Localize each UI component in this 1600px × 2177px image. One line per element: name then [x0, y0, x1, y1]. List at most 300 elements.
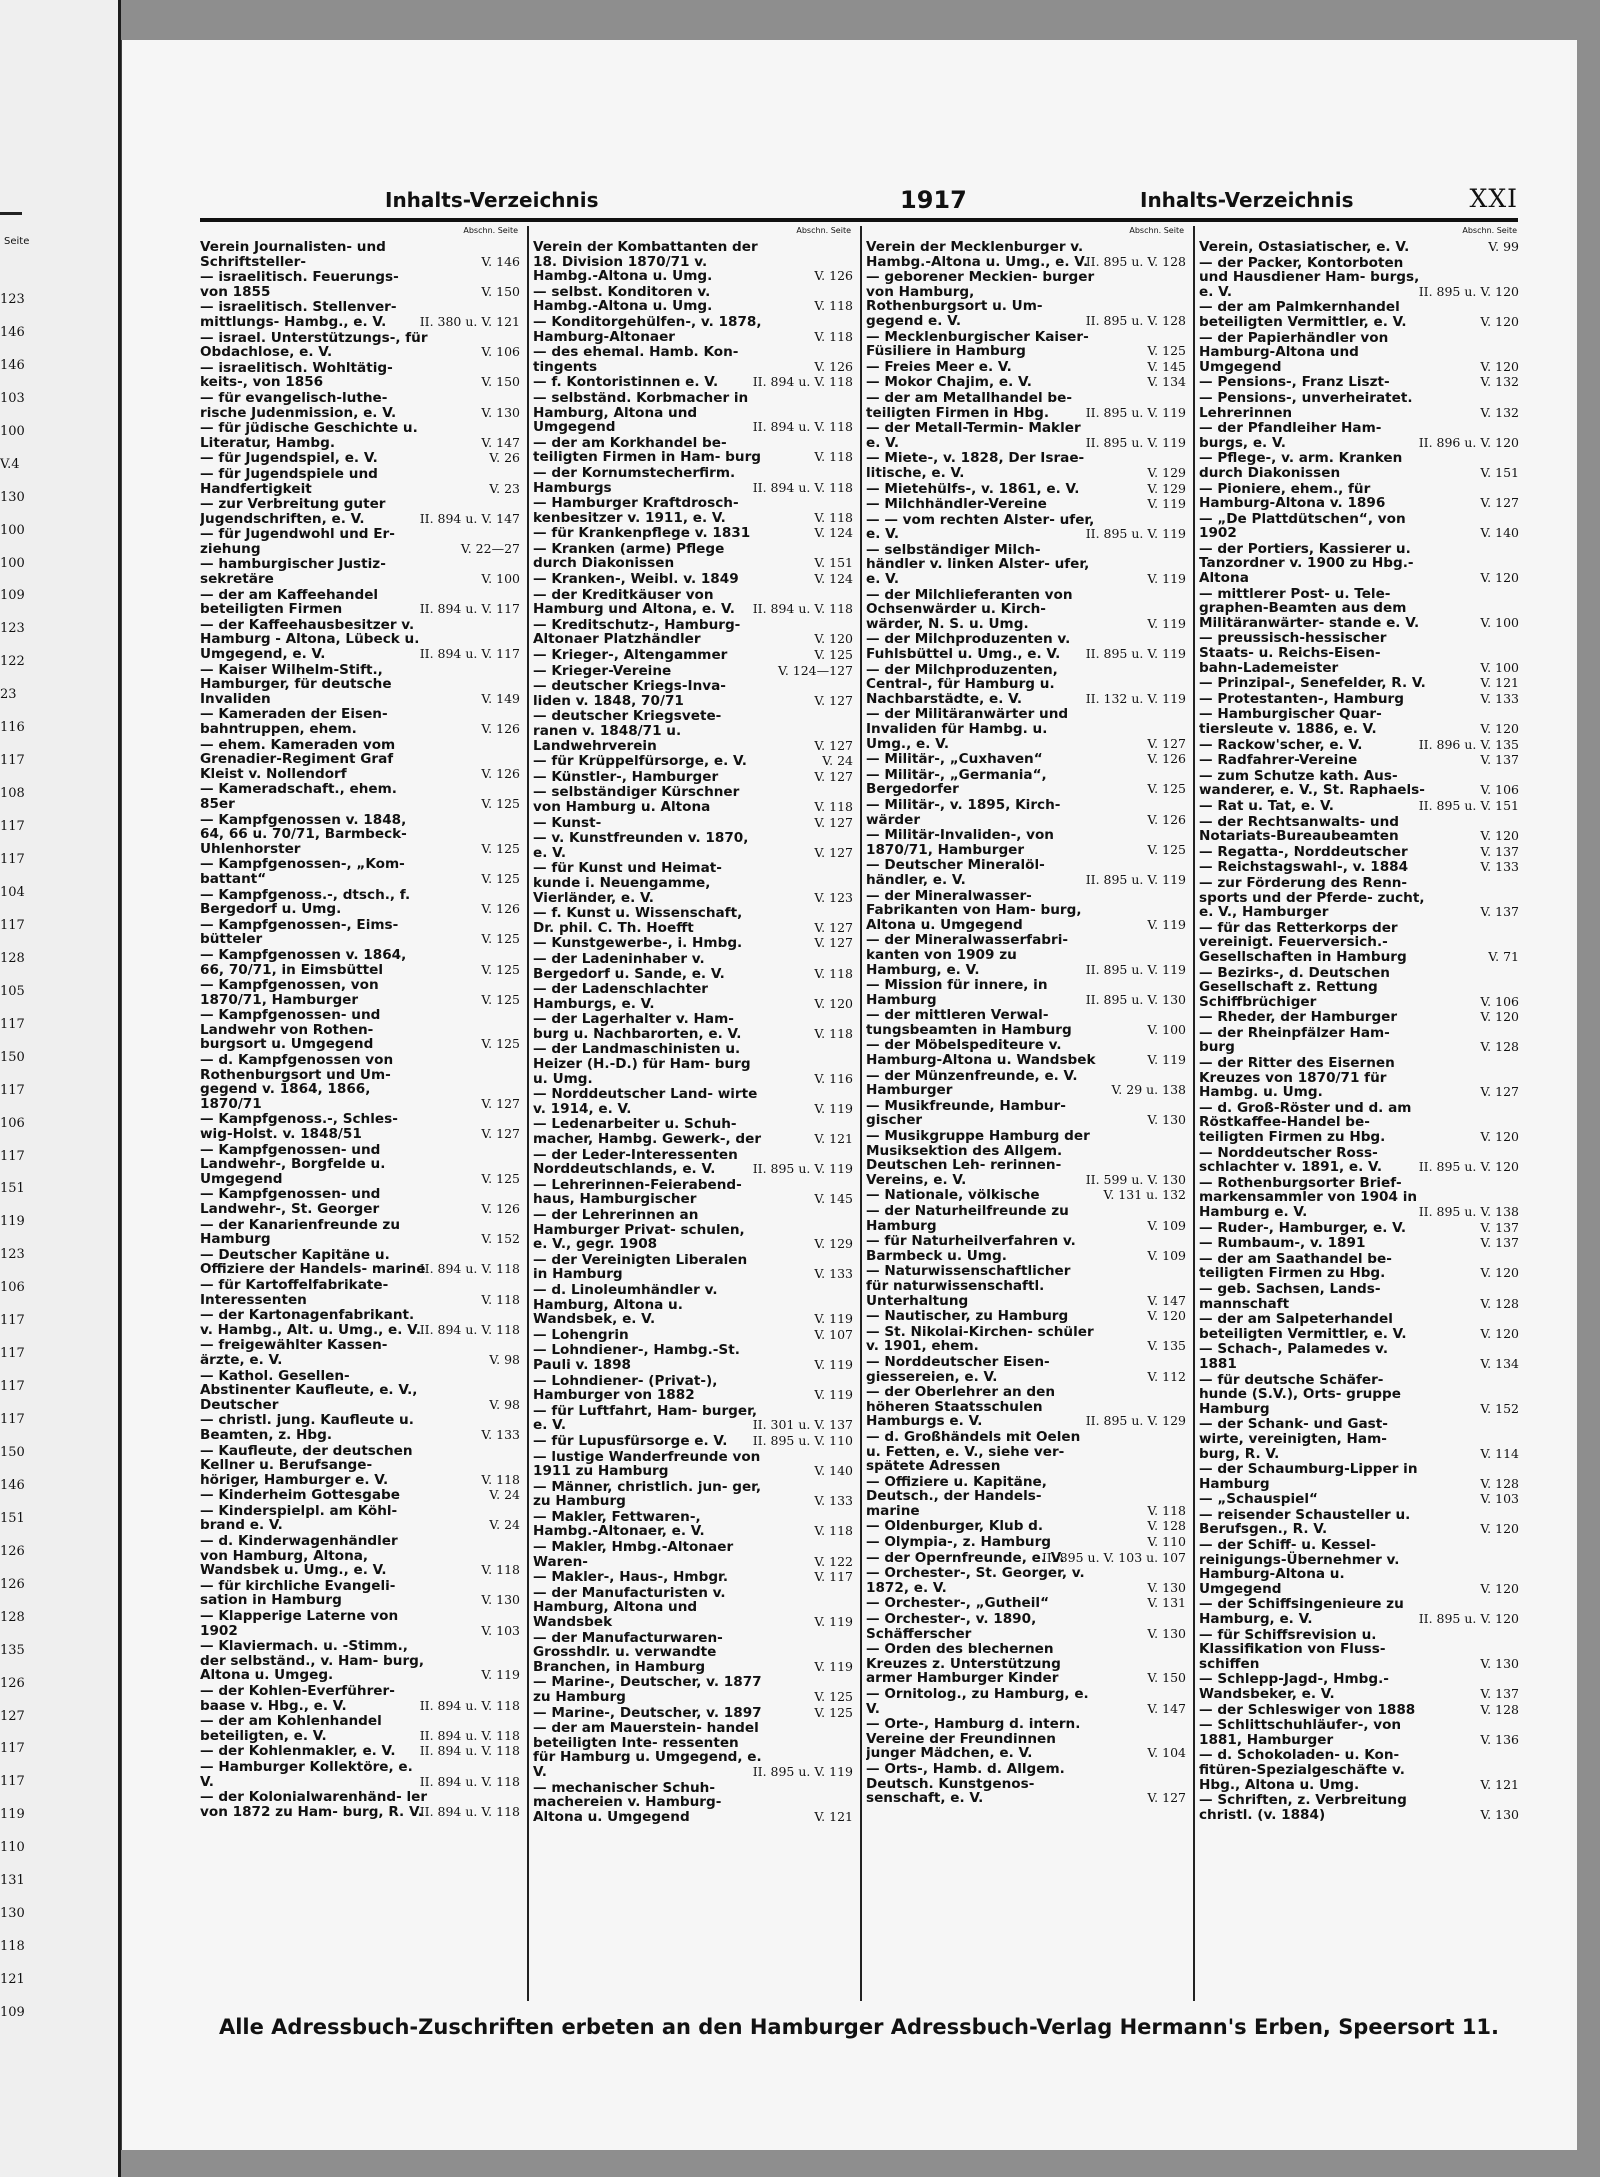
index-entry	[866, 391, 1188, 420]
index-entry	[866, 482, 1188, 497]
entry-page-ref: V. 123	[814, 889, 853, 905]
index-entry	[533, 1374, 855, 1403]
entry-name: Verein Journalisten- und Schriftsteller-	[200, 239, 386, 270]
entry-page-ref: V. 99	[1488, 239, 1519, 254]
entry-name: — israel. Unterstützungs-, für Obdachlose, e. V.	[200, 329, 428, 361]
entry-page-ref: II. 894 u. V. 118	[419, 1727, 520, 1743]
entry-name: — der Kreditkäuser von Hamburg und Altona, e. V.	[533, 586, 735, 618]
previous-page-number: 117	[0, 1774, 25, 1790]
index-entry	[200, 331, 522, 360]
header-left-title: Inhalts-Verzeichnis	[385, 188, 599, 212]
index-entry	[533, 936, 855, 951]
index-entry	[533, 770, 855, 785]
entry-name: — für kirchliche Evangeli- sation in Hamburg	[200, 1577, 396, 1609]
index-entry	[200, 1639, 522, 1683]
entry-name: — Schlittschuhläufer-, von 1881, Hamburger	[1199, 1717, 1402, 1748]
entry-name: — der Kartonagenfabrikant. v. Hambg., Alt. u. Umg., e. V.	[200, 1307, 422, 1338]
index-entry	[200, 1053, 522, 1111]
entry-page-ref: V. 128	[1480, 1475, 1519, 1491]
index-entry	[1199, 860, 1521, 875]
entry-page-ref: V. 126	[481, 721, 520, 736]
entry-page-ref: II. 895 u. V. 119	[1085, 404, 1186, 420]
previous-page-number: 119	[0, 1807, 25, 1823]
entry-name: — St. Nikolai-Kirchen- schüler v. 1901, ehem.	[866, 1323, 1094, 1355]
index-entry	[200, 707, 522, 736]
entry-page-ref: V. 124	[814, 525, 853, 541]
entry-page-ref: V. 130	[481, 1592, 520, 1608]
entry-page-ref: II. 895 u. V. 128	[1085, 253, 1186, 269]
entry-page-ref: V. 23	[489, 480, 520, 496]
entry-name: — der am Metallhandel be- teiligten Firmen in Hbg.	[866, 389, 1072, 421]
previous-page-number: 109	[0, 588, 25, 604]
entry-page-ref: V. 120	[1480, 313, 1519, 329]
index-entry	[533, 542, 855, 571]
entry-page-ref: V. 118	[814, 509, 853, 525]
index-entry	[1199, 921, 1521, 965]
entry-page-ref: V. 134	[1480, 1355, 1519, 1371]
entry-page-ref: V. 125	[481, 991, 520, 1007]
index-entry	[1199, 1672, 1521, 1701]
entry-name: — zur Verbreitung guter Jugendschriften, e. V.	[200, 496, 386, 527]
index-entry	[1199, 482, 1521, 511]
entry-name: — der Lehrerinnen an Hamburger Privat- schulen, e. V., gegr. 1908	[533, 1207, 745, 1253]
entry-name: — Radfahrer-Vereine	[1199, 752, 1358, 769]
index-entry	[866, 421, 1188, 450]
entry-name: — der am Kohlenhandel beteiligten, e. V.	[200, 1713, 382, 1744]
previous-page-number: 106	[0, 1115, 25, 1131]
entry-name: — der Opernfreunde, e. V.	[866, 1549, 1065, 1566]
previous-page-number: 117	[0, 1313, 25, 1329]
entry-page-ref: V. 140	[814, 1463, 853, 1479]
entry-page-ref: V. 125	[481, 795, 520, 811]
index-entry	[866, 1355, 1188, 1384]
entry-name: — israelitisch. Wohltätig- keits-, von 1856	[200, 359, 393, 391]
index-entry	[866, 1069, 1188, 1098]
entry-page-ref: V. 118	[481, 1471, 520, 1487]
index-entry	[1199, 1236, 1521, 1251]
entry-page-ref: V. 118	[481, 1562, 520, 1578]
entry-name: — Kranken (arme) Pflege durch Diakonissen	[533, 540, 725, 572]
entry-page-ref: II. 895 u. V. 130	[1085, 991, 1186, 1007]
index-entry	[866, 828, 1188, 857]
index-entry	[866, 798, 1188, 827]
index-entry	[1199, 1373, 1521, 1417]
entry-name: — Musikfreunde, Hambur- gischer	[866, 1097, 1066, 1129]
entry-page-ref: II. 894 u. V. 118	[419, 1743, 520, 1759]
entry-page-ref: V. 121	[814, 1808, 853, 1824]
entry-page-ref: V. 114	[1480, 1445, 1519, 1461]
index-entry	[866, 858, 1188, 887]
entry-page-ref: V. 109	[1147, 1217, 1186, 1233]
column-divider	[860, 226, 862, 2001]
entry-name: — für jüdische Geschichte u. Literatur, Hambg.	[200, 420, 418, 451]
index-entry	[200, 421, 522, 450]
entry-name: — Kampfgenossen v. 1848, 64, 66 u. 70/71, Barmbeck-Uhlenhorster	[200, 811, 407, 857]
entry-name: — selbständiger Milch- händler v. linken Alster- ufer, e. V.	[866, 541, 1090, 588]
entry-page-ref: II. 894 u. V. 118	[419, 1321, 520, 1337]
entry-name: — Kampfgenoss.-, Schles- wig-Holst. v. 1848/51	[200, 1111, 398, 1143]
entry-name: — Militär-, v. 1895, Kirch- wärder	[866, 796, 1061, 828]
entry-page-ref: V. 122	[814, 1553, 853, 1569]
previous-page-number: 119	[0, 1214, 25, 1230]
index-entry	[866, 1309, 1188, 1324]
entry-name: — — vom rechten Alster- ufer, e. V.	[866, 511, 1095, 543]
entry-page-ref: V. 147	[1147, 1700, 1186, 1716]
entry-page-ref: V. 145	[1147, 358, 1186, 374]
previous-page-rule	[0, 212, 22, 215]
index-entry	[533, 466, 855, 495]
index-entry	[533, 1434, 855, 1449]
entry-name: — Lehrerinnen-Feierabend- haus, Hamburgischer	[533, 1176, 742, 1208]
entry-page-ref: V. 137	[1480, 752, 1519, 768]
entry-name: — Hamburger Kraftdrosch- kenbesitzer v. 1911, e. V.	[533, 495, 739, 526]
entry-name: Verein, Ostasiatischer, e. V.	[1199, 239, 1410, 255]
index-entry	[1199, 1010, 1521, 1025]
column-entries	[866, 240, 1188, 1807]
previous-page-number: 135	[0, 1642, 25, 1658]
previous-page-number: 110	[0, 1840, 25, 1856]
entry-name: — v. Kunstfreunden v. 1870, e. V.	[533, 830, 749, 861]
entry-name: — für Jugendwohl und Er- ziehung	[200, 526, 395, 557]
entry-name: — der Naturheilfreunde zu Hamburg	[866, 1203, 1069, 1234]
index-entry	[1199, 542, 1521, 586]
index-entry	[200, 451, 522, 466]
index-entry	[1199, 1221, 1521, 1236]
previous-page-number: 126	[0, 1576, 25, 1592]
entry-page-ref: V. 120	[1480, 1009, 1519, 1025]
entry-name: — für Krankenpflege v. 1831	[533, 525, 751, 542]
previous-page-number: 126	[0, 1675, 25, 1691]
entry-page-ref: II. 895 u. V. 129	[1085, 1413, 1186, 1429]
entry-name: — der Schleswiger von 1888	[1199, 1701, 1416, 1718]
entry-name: — Schriften, z. Verbreitung christl. (v. 1884)	[1199, 1792, 1407, 1823]
entry-page-ref: II. 895 u. V. 120	[1418, 1159, 1519, 1175]
index-entry	[866, 1008, 1188, 1037]
entry-name: — für Lupusfürsorge e. V.	[533, 1432, 728, 1449]
index-entry	[866, 752, 1188, 767]
entry-name: — Mission für innere, in Hamburg	[866, 977, 1048, 1008]
entry-name: — der Schaumburg-Lipper in Hamburg	[1199, 1461, 1418, 1492]
entry-page-ref: V. 125	[481, 1170, 520, 1186]
index-entry	[533, 1012, 855, 1041]
entry-name: — d. Linoleumhändler v. Hamburg, Altona u. Wandsbek, e. V.	[533, 1281, 718, 1328]
index-entry	[533, 861, 855, 905]
entry-name: — der Portiers, Kassierer u. Tanzordner v. 1900 zu Hbg.-Altona	[1199, 540, 1414, 587]
index-entry	[1199, 1056, 1521, 1100]
index-entry	[866, 513, 1188, 542]
entry-page-ref: V. 125	[814, 1689, 853, 1704]
entry-page-ref: V. 24	[489, 1487, 520, 1503]
entry-name: — freigewählter Kassen- ärzte, e. V.	[200, 1337, 388, 1368]
entry-name: — der Möbelspediteure v. Hamburg-Altona u. Wandsbek	[866, 1037, 1096, 1069]
entry-page-ref: V. 98	[489, 1396, 520, 1412]
entry-name: — Orchester-, v. 1890, Schäfferscher	[866, 1611, 1037, 1642]
entry-page-ref: V. 24	[822, 753, 853, 769]
entry-name: — Kunstgewerbe-, i. Hmbg.	[533, 935, 743, 952]
entry-name: — Reichstagswahl-, v. 1884	[1199, 859, 1409, 876]
index-entry	[1199, 769, 1521, 798]
entry-name: — deutscher Kriegsvete- ranen v. 1848/71 u. Landwehrverein	[533, 708, 722, 754]
entry-name: — Orchester-, St. Georger, v. 1872, e. V.	[866, 1565, 1085, 1596]
entry-page-ref: V. 140	[1480, 525, 1519, 541]
index-entry	[1199, 1417, 1521, 1461]
entry-name: — Mokor Chajim, e. V.	[866, 374, 1032, 391]
entry-page-ref: V. 118	[814, 798, 853, 814]
entry-page-ref: V. 117	[814, 1569, 853, 1585]
previous-page-number: 100	[0, 423, 25, 439]
entry-name: — preussisch-hessischer Staats- u. Reichs-Eisen- bahn-Lademeister	[1199, 630, 1387, 676]
entry-page-ref: V. 119	[1147, 615, 1186, 631]
entry-page-ref: II. 894 u. V. 118	[752, 479, 853, 495]
entry-name: — für das Retterkorps der vereinigt. Feuerversich.- Gesellschaften in Hamburg	[1199, 919, 1407, 965]
entry-page-ref: V. 119	[814, 1356, 853, 1372]
index-entry	[533, 1283, 855, 1327]
entry-page-ref: V. 125	[1147, 343, 1186, 359]
previous-page-number: 106	[0, 1280, 25, 1296]
index-entry	[533, 816, 855, 831]
previous-page-number: 126	[0, 1543, 25, 1559]
entry-name: — Kreditschutz-, Hamburg- Altonaer Platzhändler	[533, 616, 741, 648]
index-entry	[866, 1762, 1188, 1806]
entry-page-ref: V. 119	[814, 1658, 853, 1674]
entry-page-ref: V. 150	[481, 283, 520, 299]
index-entry	[533, 648, 855, 663]
previous-page-number: 130	[0, 489, 25, 505]
index-entry	[200, 1504, 522, 1533]
index-entry	[200, 361, 522, 390]
column-entries	[533, 240, 855, 1825]
entry-name: — der am Salpeterhandel beteiligten Vermittler, e. V.	[1199, 1311, 1407, 1342]
entry-name: — der Metall-Termin- Makler e. V.	[866, 420, 1081, 451]
index-entry	[200, 1369, 522, 1413]
index-entry	[533, 1631, 855, 1675]
entry-page-ref: V. 130	[1147, 1112, 1186, 1128]
entry-page-ref: V. 127	[814, 935, 853, 951]
running-head	[200, 182, 1518, 216]
index-entry	[533, 285, 855, 314]
entry-page-ref: V. 103	[481, 1622, 520, 1638]
entry-name: — Rat u. Tat, e. V.	[1199, 797, 1334, 814]
entry-name: — selbständiger Kürschner von Hamburg u. Altona	[533, 784, 740, 815]
entry-page-ref: V. 118	[481, 1291, 520, 1307]
entry-page-ref: V. 133	[814, 1493, 853, 1509]
entry-name: — der Landmaschinisten u. Heizer (H.-D.) für Ham- burg u. Umg.	[533, 1041, 751, 1087]
entry-name: — der am Saathandel be- teiligten Firmen zu Hbg.	[1199, 1250, 1392, 1282]
entry-page-ref: V. 119	[481, 1667, 520, 1683]
entry-page-ref: V. 106	[1480, 993, 1519, 1009]
entry-name: — der Schank- und Gast- wirte, vereinigten, Ham- burg, R. V.	[1199, 1416, 1388, 1462]
entry-name: — für deutsche Schäfer- hunde (S.V.), Orts- gruppe Hamburg	[1199, 1371, 1401, 1417]
entry-name: — Kranken-, Weibl. v. 1849	[533, 571, 739, 588]
index-entry	[200, 1609, 522, 1638]
entry-name: — des ehemal. Hamb. Kon- tingents	[533, 344, 739, 375]
entry-page-ref: II. 894 u. V. 118	[419, 1697, 520, 1713]
entry-name: — d. Großhändels mit Oelen u. Fetten, e. V., siehe ver- spätete Adressen	[866, 1428, 1081, 1475]
index-entry	[1199, 707, 1521, 736]
index-entry	[866, 632, 1188, 661]
entry-page-ref: V. 118	[814, 965, 853, 981]
entry-page-ref: V. 118	[814, 1025, 853, 1041]
index-entry	[1199, 631, 1521, 675]
index-entry	[866, 663, 1188, 707]
entry-page-ref: V. 129	[1147, 464, 1186, 480]
index-entry	[533, 1675, 855, 1704]
index-entry	[200, 978, 522, 1007]
index-entry	[866, 1325, 1188, 1354]
entry-page-ref: V. 120	[1480, 1325, 1519, 1341]
index-entry	[533, 1208, 855, 1252]
index-entry	[1199, 331, 1521, 375]
entry-name: — der Ritter des Eisernen Kreuzes von 1870/71 für Hambg. u. Umg.	[1199, 1055, 1395, 1101]
entry-name: — Norddeutscher Ross- schlachter v. 1891, e. V.	[1199, 1144, 1382, 1176]
index-entry	[533, 1042, 855, 1086]
entry-page-ref: V. 147	[481, 434, 520, 450]
index-entry	[533, 831, 855, 860]
entry-page-ref: II. 895 u. V. 128	[1085, 312, 1186, 328]
index-entry	[533, 1540, 855, 1569]
entry-name: — für Schiffsrevision u. Klassifikation von Fluss- schiffen	[1199, 1626, 1386, 1672]
entry-page-ref: V. 131 u. 132	[1103, 1187, 1186, 1203]
entry-name: — der am Palmkernhandel beteiligten Vermittler, e. V.	[1199, 299, 1407, 330]
index-entry	[533, 1480, 855, 1509]
entry-page-ref: V. 129	[814, 1236, 853, 1252]
entry-name: — Rothenburgsorter Brief- markensammler von 1904 in Hamburg e. V.	[1199, 1174, 1418, 1220]
entry-page-ref: II. 894 u. V. 117	[419, 646, 520, 662]
index-entry	[200, 918, 522, 947]
previous-page-number: 117	[0, 753, 25, 769]
entry-name: — israelitisch. Feuerungs- von 1855	[200, 269, 399, 300]
entry-page-ref: V. 118	[1147, 1502, 1186, 1518]
entry-page-ref: V. 151	[1480, 464, 1519, 480]
entry-name: — selbst. Konditoren v. Hambg.-Altona u. Umg.	[533, 283, 713, 315]
entry-name: — der Kohlenmakler, e. V.	[200, 1743, 396, 1760]
index-entry	[1199, 1462, 1521, 1491]
index-entry	[533, 1721, 855, 1779]
index-entry	[200, 1308, 522, 1337]
entry-page-ref: V. 118	[814, 1523, 853, 1539]
index-column-1	[200, 226, 522, 2001]
entry-page-ref: V. 130	[1147, 1625, 1186, 1641]
entry-page-ref: V. 120	[814, 631, 853, 647]
entry-page-ref: V. 131	[1147, 1595, 1186, 1611]
index-column-4	[1199, 226, 1521, 2001]
index-entry	[1199, 240, 1521, 255]
previous-page-number: 118	[0, 1939, 25, 1955]
entry-page-ref: V. 125	[481, 931, 520, 947]
index-entry	[533, 1510, 855, 1539]
entry-page-ref: V. 129	[1147, 480, 1186, 496]
entry-page-ref: V. 100	[1147, 1021, 1186, 1037]
entry-name: — Orts-, Hamb. d. Allgem. Deutsch. Kunstgenos- senschaft, e. V.	[866, 1760, 1065, 1807]
entry-name: — Makler, Fettwaren-, Hambg.-Altonaer, e. V.	[533, 1508, 705, 1540]
index-entry	[200, 497, 522, 526]
entry-page-ref: V. 137	[1480, 1219, 1519, 1235]
previous-page-number: 146	[0, 1477, 25, 1493]
column-divider	[527, 226, 529, 2001]
index-entry	[200, 663, 522, 707]
previous-page-number: 151	[0, 1181, 25, 1197]
index-entry	[533, 1117, 855, 1146]
previous-page-number: 104	[0, 884, 25, 900]
entry-name: — Marine-, Deutscher, v. 1897	[533, 1704, 762, 1721]
entry-name: — Orden des blechernen Kreuzes z. Unterstützung armer Hamburger Kinder	[866, 1641, 1061, 1687]
entry-page-ref: V. 133	[814, 1266, 853, 1282]
index-entry	[866, 497, 1188, 512]
entry-page-ref: V. 127	[814, 844, 853, 860]
entry-page-ref: V. 149	[481, 690, 520, 706]
entry-name: — Olympia-, z. Hamburg	[866, 1534, 1052, 1551]
entry-page-ref: V. 136	[1480, 1731, 1519, 1747]
entry-page-ref: V. 137	[1480, 1686, 1519, 1701]
entry-name: — für Luftfahrt, Ham- burger, e. V.	[533, 1402, 757, 1434]
entry-name: — der Militäranwärter und Invaliden für Hambg. u. Umg., e. V.	[866, 706, 1069, 752]
entry-page-ref: II. 895 u. V. 110	[752, 1432, 853, 1448]
entry-name: — für Kunst und Heimat- kunde i. Neuengamme, Vierländer, e. V.	[533, 860, 722, 906]
entry-page-ref: II. 894 u. V. 118	[752, 601, 853, 617]
previous-page-number: 109	[0, 2005, 25, 2020]
index-entry	[200, 738, 522, 782]
index-entry	[533, 679, 855, 708]
entry-page-ref: V. 127	[814, 919, 853, 935]
previous-page-number: 146	[0, 324, 25, 340]
entry-page-ref: V. 147	[1147, 1292, 1186, 1308]
entry-name: — Oldenburger, Klub d.	[866, 1518, 1044, 1535]
entry-page-ref: V. 135	[1147, 1338, 1186, 1354]
entry-name: — Milchhändler-Vereine	[866, 496, 1047, 513]
entry-name: — für Naturheilverfahren v. Barmbeck u. Umg.	[866, 1233, 1076, 1264]
entry-name: — der Pfandleiher Ham- burgs, e. V.	[1199, 420, 1382, 451]
index-entry	[200, 1790, 522, 1819]
entry-page-ref: V. 128	[1147, 1518, 1186, 1534]
entry-name: — Offiziere u. Kapitäne, Deutsch., der Handels- marine	[866, 1473, 1047, 1519]
entry-page-ref: V. 126	[814, 268, 853, 284]
index-entry	[866, 375, 1188, 390]
index-entry	[200, 948, 522, 977]
entry-page-ref: V. 118	[814, 298, 853, 314]
entry-page-ref: V. 130	[1480, 1655, 1519, 1671]
index-entry	[533, 240, 855, 284]
entry-page-ref: II. 380 u. V. 121	[419, 313, 520, 329]
index-entry	[1199, 1748, 1521, 1792]
index-entry	[866, 1038, 1188, 1067]
entry-name: — der Schiffsingenieure zu Hamburg, e. V.	[1199, 1596, 1404, 1628]
entry-page-ref: V. 120	[1480, 1521, 1519, 1537]
entry-page-ref: II. 894 u. V. 118	[419, 1803, 520, 1819]
index-entry	[533, 315, 855, 344]
index-entry	[533, 1570, 855, 1585]
entry-page-ref: V. 125	[814, 1704, 853, 1720]
entry-name: — f. Kunst u. Wissenschaft, Dr. phil. C. Th. Hoefft	[533, 905, 743, 936]
index-entry	[533, 1586, 855, 1630]
entry-page-ref: V. 151	[814, 555, 853, 571]
entry-page-ref: V. 119	[814, 1311, 853, 1327]
entry-name: — Krieger-Vereine	[533, 662, 672, 679]
index-entry	[533, 496, 855, 525]
entry-name: — Männer, christlich. jun- ger, zu Hamburg	[533, 1478, 762, 1510]
previous-page-number: 117	[0, 1741, 25, 1757]
entry-name: — Makler, Hmbg.-Altonaer Waren-	[533, 1539, 734, 1570]
previous-page-number: 117	[0, 1379, 25, 1395]
index-entry	[200, 1684, 522, 1713]
entry-name: — Ornitolog., zu Hamburg, e. V.	[866, 1686, 1089, 1717]
index-entry	[1199, 676, 1521, 691]
entry-page-ref: V. 126	[481, 765, 520, 781]
entry-name: — der Vereinigten Liberalen in Hamburg	[533, 1251, 748, 1283]
entry-name: — Klapperige Laterne von 1902	[200, 1608, 399, 1639]
entry-page-ref: V. 152	[1480, 1400, 1519, 1416]
index-entry	[200, 782, 522, 811]
index-entry	[533, 785, 855, 814]
